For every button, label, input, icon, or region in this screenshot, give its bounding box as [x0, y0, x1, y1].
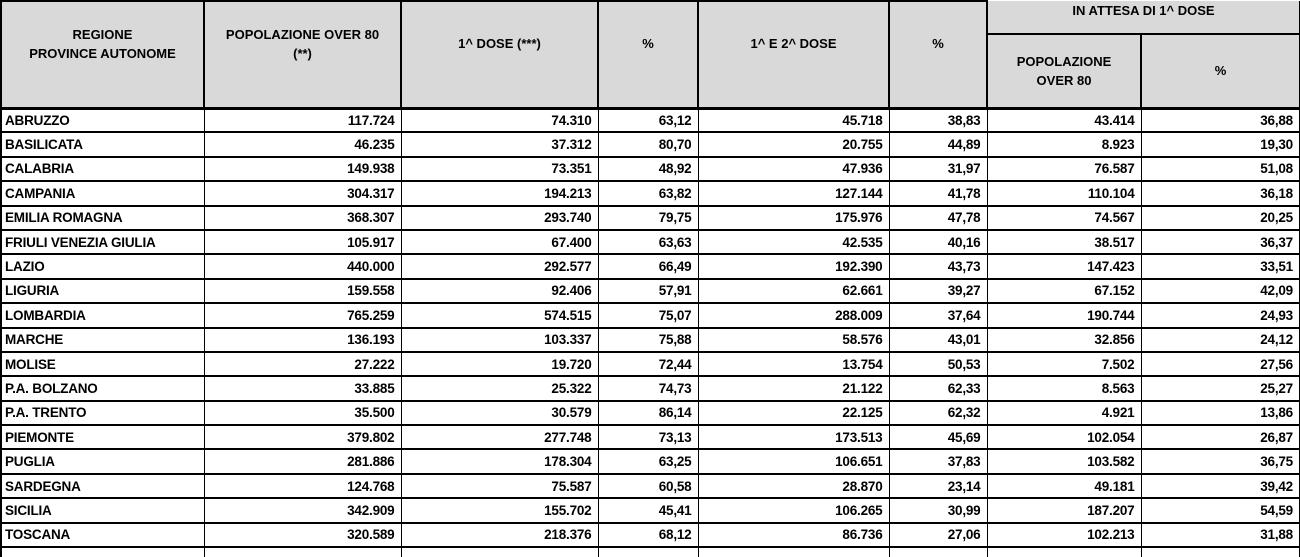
value-cell: 63,82	[598, 181, 698, 205]
value-cell: 43,73	[889, 254, 987, 278]
value-cell: 73,13	[598, 425, 698, 449]
value-cell: 46.235	[204, 132, 401, 156]
partial-cell	[204, 547, 401, 557]
value-cell: 159.558	[204, 279, 401, 303]
value-cell: 49.181	[987, 474, 1141, 498]
table-row	[1, 279, 1300, 303]
header-pct-first-second-dose: %	[889, 1, 987, 108]
value-cell: 31,88	[1141, 523, 1300, 547]
partial-cell	[1141, 547, 1300, 557]
value-cell: 194.213	[401, 181, 598, 205]
value-cell: 32.856	[987, 328, 1141, 352]
value-cell: 41,78	[889, 181, 987, 205]
value-cell: 22.125	[698, 401, 889, 425]
value-cell: 288.009	[698, 303, 889, 327]
table-row	[1, 230, 1300, 254]
region-cell: CALABRIA	[1, 157, 204, 181]
header-waiting-pct: %	[1141, 34, 1300, 108]
value-cell: 45.718	[698, 108, 889, 132]
value-cell: 277.748	[401, 425, 598, 449]
header-waiting-population-line2: OVER 80	[1036, 72, 1092, 88]
value-cell: 175.976	[698, 206, 889, 230]
value-cell: 39,42	[1141, 474, 1300, 498]
value-cell: 173.513	[698, 425, 889, 449]
value-cell: 36,75	[1141, 449, 1300, 473]
value-cell: 110.104	[987, 181, 1141, 205]
value-cell: 368.307	[204, 206, 401, 230]
value-cell: 47.936	[698, 157, 889, 181]
header-first-dose: 1^ DOSE (***)	[401, 1, 598, 108]
region-cell: TOSCANA	[1, 523, 204, 547]
region-cell: P.A. BOLZANO	[1, 376, 204, 400]
value-cell: 155.702	[401, 498, 598, 522]
table-row	[1, 425, 1300, 449]
value-cell: 19.720	[401, 352, 598, 376]
table-row	[1, 206, 1300, 230]
value-cell: 4.921	[987, 401, 1141, 425]
value-cell: 127.144	[698, 181, 889, 205]
value-cell: 38.517	[987, 230, 1141, 254]
header-population-over-80	[204, 1, 401, 108]
value-cell: 27,56	[1141, 352, 1300, 376]
region-cell: FRIULI VENEZIA GIULIA	[1, 230, 204, 254]
value-cell: 342.909	[204, 498, 401, 522]
header-waiting-first-dose-group: IN ATTESA DI 1^ DOSE	[987, 1, 1300, 34]
table-row	[1, 328, 1300, 352]
value-cell: 25.322	[401, 376, 598, 400]
value-cell: 379.802	[204, 425, 401, 449]
region-cell: MARCHE	[1, 328, 204, 352]
value-cell: 24,93	[1141, 303, 1300, 327]
value-cell: 48,92	[598, 157, 698, 181]
value-cell: 63,25	[598, 449, 698, 473]
value-cell: 8.563	[987, 376, 1141, 400]
region-cell: LAZIO	[1, 254, 204, 278]
value-cell: 68,12	[598, 523, 698, 547]
region-cell: LIGURIA	[1, 279, 204, 303]
value-cell: 51,08	[1141, 157, 1300, 181]
partial-cell	[1, 547, 204, 557]
value-cell: 19,30	[1141, 132, 1300, 156]
value-cell: 28.870	[698, 474, 889, 498]
region-cell: ABRUZZO	[1, 108, 204, 132]
value-cell: 192.390	[698, 254, 889, 278]
value-cell: 440.000	[204, 254, 401, 278]
value-cell: 106.265	[698, 498, 889, 522]
value-cell: 80,70	[598, 132, 698, 156]
value-cell: 86,14	[598, 401, 698, 425]
table-row	[1, 401, 1300, 425]
value-cell: 75.587	[401, 474, 598, 498]
value-cell: 13,86	[1141, 401, 1300, 425]
table-row	[1, 157, 1300, 181]
value-cell: 76.587	[987, 157, 1141, 181]
value-cell: 218.376	[401, 523, 598, 547]
header-population-line2: (**)	[293, 45, 312, 61]
value-cell: 74,73	[598, 376, 698, 400]
value-cell: 36,88	[1141, 108, 1300, 132]
value-cell: 72,44	[598, 352, 698, 376]
value-cell: 62,33	[889, 376, 987, 400]
value-cell: 20.755	[698, 132, 889, 156]
value-cell: 40,16	[889, 230, 987, 254]
value-cell: 25,27	[1141, 376, 1300, 400]
table-body	[1, 108, 1300, 557]
value-cell: 43.414	[987, 108, 1141, 132]
region-cell: EMILIA ROMAGNA	[1, 206, 204, 230]
value-cell: 43,01	[889, 328, 987, 352]
value-cell: 57,91	[598, 279, 698, 303]
value-cell: 33,51	[1141, 254, 1300, 278]
partial-cell	[889, 547, 987, 557]
partial-cell	[401, 547, 598, 557]
value-cell: 92.406	[401, 279, 598, 303]
partial-table-row	[1, 547, 1300, 557]
value-cell: 35.500	[204, 401, 401, 425]
value-cell: 105.917	[204, 230, 401, 254]
table-row	[1, 132, 1300, 156]
table-row	[1, 108, 1300, 132]
value-cell: 47,78	[889, 206, 987, 230]
value-cell: 304.317	[204, 181, 401, 205]
value-cell: 320.589	[204, 523, 401, 547]
value-cell: 102.054	[987, 425, 1141, 449]
header-waiting-population-line1: POPOLAZIONE	[1016, 53, 1112, 69]
value-cell: 27.222	[204, 352, 401, 376]
table-row	[1, 498, 1300, 522]
value-cell: 24,12	[1141, 328, 1300, 352]
value-cell: 292.577	[401, 254, 598, 278]
value-cell: 50,53	[889, 352, 987, 376]
value-cell: 103.337	[401, 328, 598, 352]
header-population-line1: POPOLAZIONE OVER 80	[225, 26, 380, 42]
value-cell: 37,64	[889, 303, 987, 327]
value-cell: 45,41	[598, 498, 698, 522]
header-first-second-dose: 1^ E 2^ DOSE	[698, 1, 889, 108]
value-cell: 79,75	[598, 206, 698, 230]
value-cell: 62,32	[889, 401, 987, 425]
value-cell: 178.304	[401, 449, 598, 473]
value-cell: 33.885	[204, 376, 401, 400]
value-cell: 293.740	[401, 206, 598, 230]
region-cell: PIEMONTE	[1, 425, 204, 449]
value-cell: 86.736	[698, 523, 889, 547]
table-row	[1, 474, 1300, 498]
value-cell: 75,07	[598, 303, 698, 327]
value-cell: 42.535	[698, 230, 889, 254]
value-cell: 149.938	[204, 157, 401, 181]
value-cell: 23,14	[889, 474, 987, 498]
value-cell: 21.122	[698, 376, 889, 400]
region-cell: PUGLIA	[1, 449, 204, 473]
header-region	[1, 1, 204, 108]
table-row	[1, 523, 1300, 547]
table-row	[1, 303, 1300, 327]
value-cell: 27,06	[889, 523, 987, 547]
region-cell: MOLISE	[1, 352, 204, 376]
table-row	[1, 449, 1300, 473]
region-cell: SICILIA	[1, 498, 204, 522]
partial-cell	[598, 547, 698, 557]
table-row	[1, 181, 1300, 205]
value-cell: 13.754	[698, 352, 889, 376]
value-cell: 30,99	[889, 498, 987, 522]
value-cell: 37,83	[889, 449, 987, 473]
value-cell: 66,49	[598, 254, 698, 278]
partial-cell	[698, 547, 889, 557]
value-cell: 187.207	[987, 498, 1141, 522]
value-cell: 62.661	[698, 279, 889, 303]
value-cell: 8.923	[987, 132, 1141, 156]
region-cell: CAMPANIA	[1, 181, 204, 205]
value-cell: 42,09	[1141, 279, 1300, 303]
value-cell: 63,12	[598, 108, 698, 132]
value-cell: 124.768	[204, 474, 401, 498]
table-header	[1, 1, 1300, 108]
value-cell: 7.502	[987, 352, 1141, 376]
value-cell: 67.152	[987, 279, 1141, 303]
region-cell: P.A. TRENTO	[1, 401, 204, 425]
header-waiting-population	[987, 34, 1141, 108]
header-region-line2: PROVINCE AUTONOME	[29, 45, 176, 61]
value-cell: 765.259	[204, 303, 401, 327]
region-cell: LOMBARDIA	[1, 303, 204, 327]
table-row	[1, 352, 1300, 376]
value-cell: 58.576	[698, 328, 889, 352]
region-cell: SARDEGNA	[1, 474, 204, 498]
value-cell: 106.651	[698, 449, 889, 473]
value-cell: 45,69	[889, 425, 987, 449]
header-pct-first-dose: %	[598, 1, 698, 108]
value-cell: 67.400	[401, 230, 598, 254]
value-cell: 574.515	[401, 303, 598, 327]
value-cell: 30.579	[401, 401, 598, 425]
value-cell: 117.724	[204, 108, 401, 132]
value-cell: 190.744	[987, 303, 1141, 327]
value-cell: 44,89	[889, 132, 987, 156]
value-cell: 136.193	[204, 328, 401, 352]
value-cell: 102.213	[987, 523, 1141, 547]
partial-cell	[987, 547, 1141, 557]
value-cell: 20,25	[1141, 206, 1300, 230]
value-cell: 75,88	[598, 328, 698, 352]
value-cell: 74.310	[401, 108, 598, 132]
value-cell: 26,87	[1141, 425, 1300, 449]
value-cell: 39,27	[889, 279, 987, 303]
value-cell: 74.567	[987, 206, 1141, 230]
value-cell: 36,18	[1141, 181, 1300, 205]
value-cell: 54,59	[1141, 498, 1300, 522]
table-row	[1, 254, 1300, 278]
table-row	[1, 376, 1300, 400]
value-cell: 36,37	[1141, 230, 1300, 254]
value-cell: 37.312	[401, 132, 598, 156]
region-cell: BASILICATA	[1, 132, 204, 156]
value-cell: 147.423	[987, 254, 1141, 278]
value-cell: 281.886	[204, 449, 401, 473]
value-cell: 103.582	[987, 449, 1141, 473]
value-cell: 38,83	[889, 108, 987, 132]
header-region-line1: REGIONE	[72, 26, 133, 42]
value-cell: 60,58	[598, 474, 698, 498]
value-cell: 73.351	[401, 157, 598, 181]
value-cell: 63,63	[598, 230, 698, 254]
value-cell: 31,97	[889, 157, 987, 181]
